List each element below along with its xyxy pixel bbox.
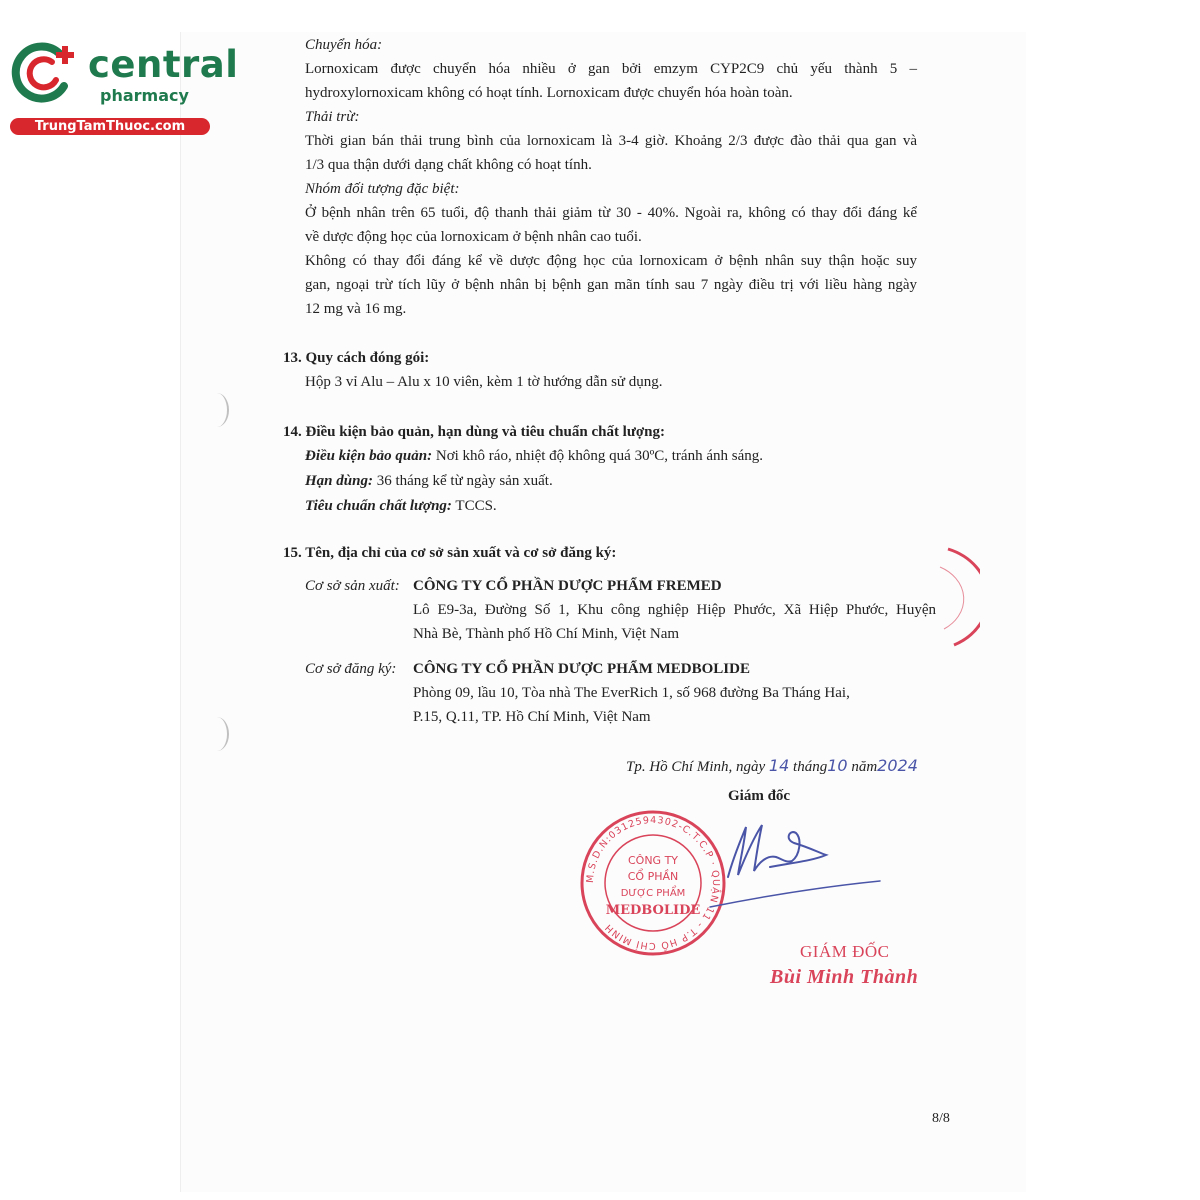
registrant-address-1: Phòng 09, lầu 10, Tòa nhà The EverRich 1, số 968 đường Ba Tháng Hai, xyxy=(413,685,850,701)
seal-outer-text: M.S.D.N:0312594302-C.T.C.P · QUẬN 11 - T.P HỒ CHÍ MINH xyxy=(584,814,722,952)
manufacturer-name: CÔNG TY CỔ PHẦN DƯỢC PHẨM FREMED xyxy=(413,578,722,594)
director-red-title: GIÁM ĐỐC xyxy=(800,942,890,961)
date-prefix: Tp. Hồ Chí Minh, ngày xyxy=(626,759,766,775)
date-month: 10 xyxy=(827,756,848,775)
special-line-5: 12 mg và 16 mg. xyxy=(305,301,407,317)
date-year-word: năm xyxy=(851,759,878,775)
elimination-line-2: 1/3 qua thận dưới dạng chất không có hoạt tính. xyxy=(305,157,592,173)
date-year: 2024 xyxy=(877,756,918,775)
section-15-heading: 15. Tên, địa chỉ của cơ sở sản xuất và cơ sở đăng ký: xyxy=(283,545,617,561)
brand-subtitle: pharmacy xyxy=(100,86,189,105)
special-line-3: Không có thay đổi đáng kể về dược động học của lornoxicam ở bệnh nhân suy thận hoặc suy xyxy=(305,253,917,269)
signature-date xyxy=(626,756,918,776)
seal-line-4: MEDBOLIDE xyxy=(605,903,701,918)
brand-url: TrungTamThuoc.com xyxy=(10,118,210,135)
date-month-word: tháng xyxy=(793,759,828,775)
special-line-1: Ở bệnh nhân trên 65 tuổi, độ thanh thải giảm từ 30 - 40%. Ngoài ra, không có thay đổi đáng kể xyxy=(305,205,917,221)
expiry-text: 36 tháng kể từ ngày sản xuất. xyxy=(372,473,553,489)
elimination-heading: Thải trừ: xyxy=(305,109,360,125)
special-line-2: về dược động học của lornoxicam ở bệnh nhân cao tuổi. xyxy=(305,229,642,245)
director-title: Giám đốc xyxy=(728,788,791,804)
section-13-heading: 13. Quy cách đóng gói: xyxy=(283,350,430,366)
quality-row xyxy=(305,494,497,518)
seal-line-1: CÔNG TY xyxy=(627,854,679,867)
quality-label: Tiêu chuẩn chất lượng: xyxy=(305,498,452,514)
elimination-line-1: Thời gian bán thải trung bình của lornoxicam là 3-4 giờ. Khoảng 2/3 được đào thải qua gan và xyxy=(305,133,917,149)
director-name: Bùi Minh Thành xyxy=(770,966,919,988)
manufacturer-address-2: Nhà Bè, Thành phố Hồ Chí Minh, Việt Nam xyxy=(413,626,680,642)
partial-edge-stamp xyxy=(930,545,980,650)
page-number: 8/8 xyxy=(932,1111,950,1126)
seal-line-3: DƯỢC PHẨM xyxy=(620,888,686,899)
expiry-label: Hạn dùng: xyxy=(305,473,373,489)
storage-label: Điều kiện bảo quản: xyxy=(305,448,433,464)
manufacturer-label: Cơ sở sản xuất: xyxy=(305,578,400,594)
storage-row xyxy=(305,444,763,468)
special-population-heading: Nhóm đối tượng đặc biệt: xyxy=(305,181,460,197)
section-14-heading: 14. Điều kiện bảo quản, hạn dùng và tiêu chuẩn chất lượng: xyxy=(283,424,665,440)
quality-text: TCCS. xyxy=(451,498,497,514)
brand-name: central xyxy=(88,43,239,86)
packaging-line: Hộp 3 vỉ Alu – Alu x 10 viên, kèm 1 tờ hướng dẫn sử dụng. xyxy=(305,374,663,390)
manufacturer-address-1: Lô E9-3a, Đường Số 1, Khu công nghiệp Hiệp Phước, Xã Hiệp Phước, Huyện xyxy=(413,602,936,618)
central-pharmacy-logo xyxy=(10,40,239,140)
registrant-address-2: P.15, Q.11, TP. Hồ Chí Minh, Việt Nam xyxy=(413,709,651,725)
seal-line-2: CỔ PHẦN xyxy=(627,870,679,883)
metabolism-line-2: hydroxylornoxicam không có hoạt tính. Lornoxicam được chuyển hóa hoàn toàn. xyxy=(305,85,793,101)
punch-hole xyxy=(205,717,229,751)
date-day: 14 xyxy=(768,756,790,775)
registrant-name: CÔNG TY CỔ PHẦN DƯỢC PHẨM MEDBOLIDE xyxy=(413,661,750,677)
expiry-row xyxy=(305,469,553,493)
punch-hole xyxy=(205,393,229,427)
metabolism-line-1: Lornoxicam được chuyển hóa nhiều ở gan bởi emzym CYP2C9 chủ yếu thành 5 – xyxy=(305,61,917,77)
metabolism-heading: Chuyển hóa: xyxy=(305,37,383,53)
storage-text: Nơi khô ráo, nhiệt độ không quá 30ºC, tránh ánh sáng. xyxy=(432,448,763,464)
registrant-label: Cơ sở đăng ký: xyxy=(305,661,397,677)
special-line-4: gan, ngoại trừ tích lũy ở bệnh nhân bị bệnh gan mãn tính sau 7 ngày điều trị với liều hàng ngày xyxy=(305,277,917,293)
handwritten-signature xyxy=(690,815,890,915)
pharmacy-cross-icon xyxy=(10,40,82,104)
